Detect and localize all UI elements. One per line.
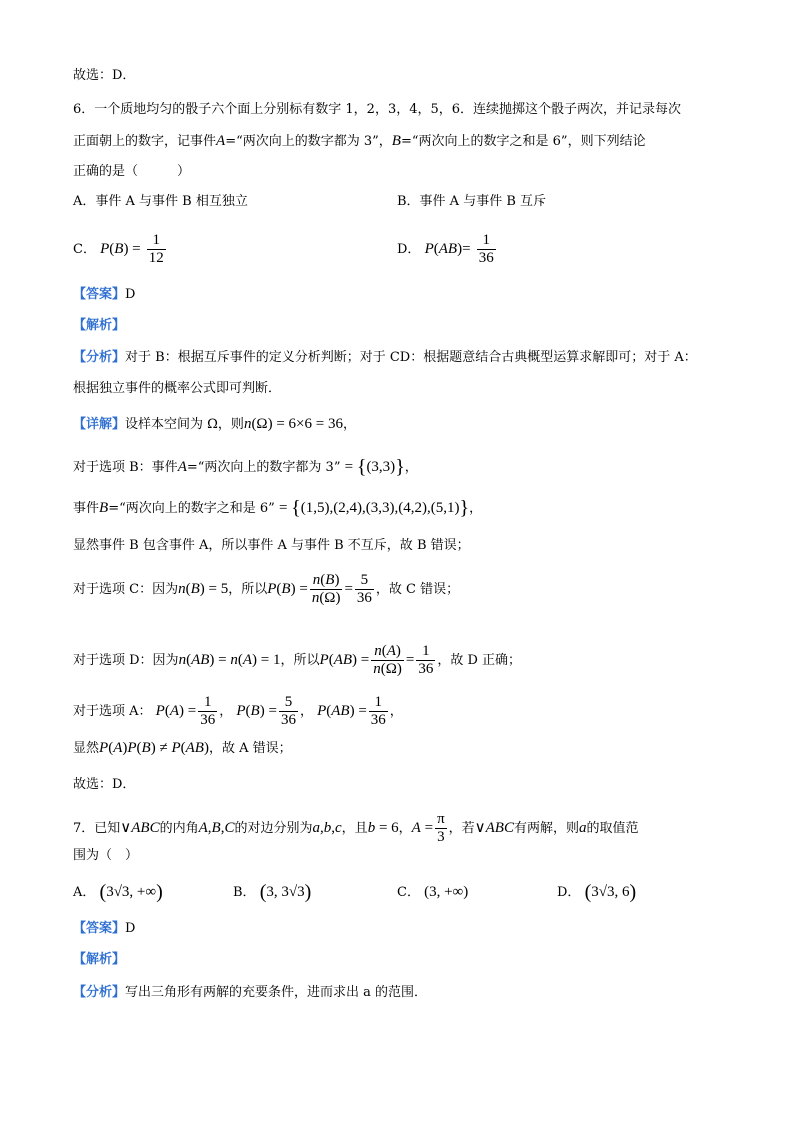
option-c: C． P(B) = $\frac{1}{12}$	[73, 232, 164, 266]
analysis-line-2: 根据独立事件的概率公式即可判断．	[73, 381, 282, 396]
text: 正面朝上的数字，记事件	[73, 134, 217, 149]
text: 【详解】	[73, 417, 126, 432]
option-b: B．事件 A 与事件 B 互斥	[397, 194, 547, 209]
q7-analysis-tag	[73, 950, 125, 970]
text: 对于选项 D：因为	[73, 653, 179, 668]
q7-option-b: B． (3, 3√3)	[233, 881, 312, 903]
detail-line-8: 显然P(A)P(B) ≠ P(AB)，故 A 错误；	[73, 740, 292, 756]
q7-option-c: C． (3, +∞)	[397, 884, 469, 900]
text: 对于选项 A：	[73, 704, 152, 719]
answer-line	[73, 285, 135, 305]
text: 【解析】	[73, 952, 126, 967]
fraction: $\frac{1}{36}$	[478, 232, 494, 266]
answer: D	[125, 287, 136, 302]
option-d: D． P(AB)= $\frac{1}{36}$	[397, 232, 494, 266]
text: 的对边分别为	[234, 821, 313, 836]
detail-line-5: 对于选项 C：因为n(B) = 5，所以P(B) = $\frac{n(B)}{n(\Omega)}$ = $\frac{5}{36}$ ，故 C 错误；	[73, 572, 460, 606]
text: “两次向上的数字之和是 6”	[119, 501, 275, 516]
text: 事件	[73, 501, 100, 516]
text: 设样本空间为 Ω，则	[125, 417, 244, 432]
question-6-stem: 6．一个质地均匀的骰子六个面上分别标有数字 1，2，3，4，5，6．连续抛掷这个骰子两次，并记录每次	[73, 102, 682, 117]
text: 写出三角形有两解的充要条件，进而求出 a 的范围．	[125, 985, 428, 1000]
text: ，所以	[280, 653, 320, 668]
q7-option-a: A． (3√3, +∞)	[73, 881, 163, 903]
text: 【解析】	[73, 318, 126, 333]
question-7-stem: 7．已知∨ABC的内角A,B,C的对边分别为a,b,c，且b = 6，A = $\frac{\pi}{3}$ ，若∨ABC有两解，则a的取值范	[73, 811, 639, 845]
text: 的内角	[159, 821, 199, 836]
text: 对于选项 B：事件	[73, 460, 178, 475]
text: 对于选项 C：因为	[73, 582, 179, 597]
text: ，故 D 正确；	[437, 653, 522, 668]
detail-line-9: 故选：D．	[73, 777, 136, 792]
question-6-stem-2: 正面朝上的数字，记事件A=“两次向上的数字都为 3”，B=“两次向上的数字之和是 6”，则下列结论	[73, 133, 646, 149]
answer-tag: 【答案】	[73, 287, 126, 302]
question-6-stem-3: 正确的是（ ）	[73, 164, 191, 179]
text: 【分析】	[73, 985, 126, 1000]
text: ，所以	[228, 582, 268, 597]
text: 对于 B：根据互斥事件的定义分析判断；对于 CD：根据题意结合古典概型运算求解即可；对于 A：	[125, 350, 697, 365]
detail-line-1: 【详解】设样本空间为 Ω，则n(Ω) = 6×6 = 36，	[73, 416, 356, 432]
answer: D	[125, 921, 136, 936]
text: B．	[233, 885, 256, 900]
text: 7．已知	[73, 821, 121, 836]
text: “两次向上的数字之和是 6”，则下列结论	[411, 134, 646, 149]
text: ，若	[448, 821, 475, 836]
detail-line-7: 对于选项 A： P(A) = $\frac{1}{36}$ ， P(B) = $\frac{5}{36}$ ， P(AB) = $\frac{1}{36}$ ，	[73, 694, 403, 728]
detail-line-2: 对于选项 B：事件A=“两次向上的数字都为 3” = {(3,3)}，	[73, 456, 418, 478]
answer-tag: 【答案】	[73, 921, 126, 936]
q7-analysis-line	[73, 983, 427, 1003]
text: “两次向上的数字都为 3”，	[236, 134, 392, 149]
option-a: A．事件 A 与事件 B 相互独立	[73, 194, 248, 209]
text: 【分析】	[73, 350, 126, 365]
text: 有两解，则	[513, 821, 579, 836]
analysis-line-1	[73, 348, 697, 368]
text-line: 故选：D．	[73, 68, 136, 83]
text: ，故 C 错误；	[375, 582, 460, 597]
text: 显然	[73, 741, 100, 756]
text: ，故 A 错误；	[208, 741, 292, 756]
text: A．	[73, 885, 96, 900]
question-7-stem-2: 围为（ ）	[73, 848, 139, 863]
detail-line-4: 显然事件 B 包含事件 A，所以事件 A 与事件 B 不互斥，故 B 错误；	[73, 538, 470, 553]
fraction: $\frac{1}{12}$	[148, 232, 164, 266]
analysis-tag	[73, 316, 125, 336]
text: “两次向上的数字都为 3”	[197, 460, 341, 475]
text: C．	[397, 885, 420, 900]
text: D．	[397, 242, 421, 257]
text: C．	[73, 242, 96, 257]
q7-option-d: D． (3√3, 6)	[557, 881, 637, 903]
text: D．	[557, 885, 581, 900]
detail-line-3: 事件B=“两次向上的数字之和是 6” = {(1,5),(2,4),(3,3),(4,2),(5,1)}，	[73, 497, 483, 519]
q7-answer-line	[73, 919, 135, 939]
text: 的取值范	[586, 821, 639, 836]
detail-line-6: 对于选项 D：因为n(AB) = n(A) = 1，所以P(AB) = $\frac{n(A)}{n(\Omega)}$ = $\frac{1}{36}$ ，故 D 正确；	[73, 643, 522, 677]
text: ，且	[341, 821, 368, 836]
